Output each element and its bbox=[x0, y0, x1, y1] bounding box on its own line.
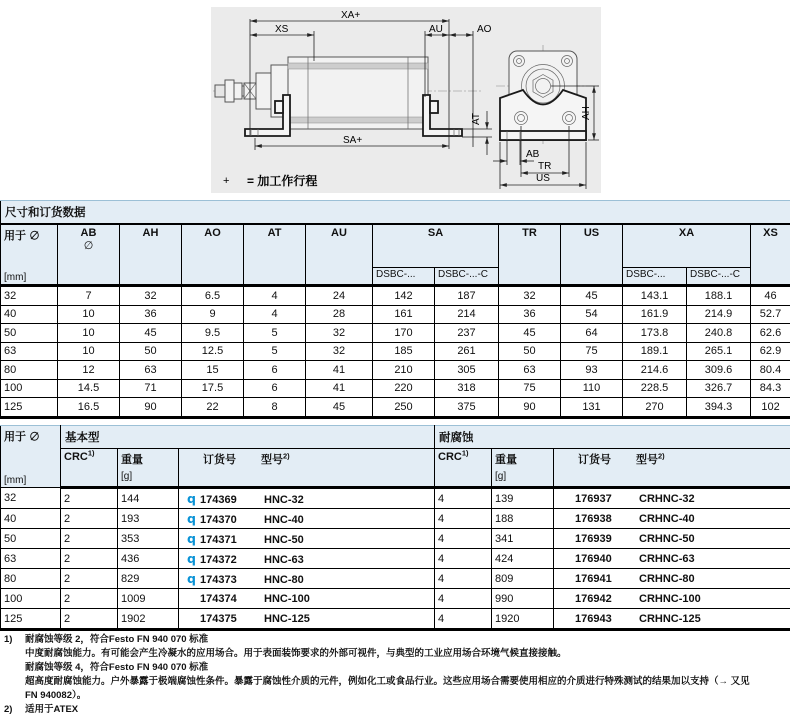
col-header-tr: TR bbox=[499, 224, 561, 286]
col-header-ab: AB ∅ bbox=[58, 224, 120, 286]
cell-crc: 2 bbox=[61, 569, 118, 589]
table-row: 63 10 50 12.5 5 32 185 261 50 75 189.1 265.1 62.9 bbox=[1, 342, 790, 361]
cell-order-model bbox=[179, 509, 435, 529]
table-row: 40 10 36 9 4 28 161 214 36 54 161.9 214.9 52.7 bbox=[1, 305, 790, 324]
order-number: 174373 bbox=[200, 574, 237, 586]
unit-mm: [mm] bbox=[4, 272, 27, 283]
cell-weight: 139 bbox=[492, 488, 554, 509]
cell-weight: 188 bbox=[492, 509, 554, 529]
table-row: 100 14.5 71 17.5 6 41 220 318 75 110 228.5 326.7 84.3 bbox=[1, 379, 790, 398]
core-range-icon[interactable]: q bbox=[187, 551, 196, 566]
cell-weight: 809 bbox=[492, 569, 554, 589]
cell-order-model bbox=[554, 509, 790, 529]
order-number: 176942 bbox=[575, 592, 612, 605]
cell-crc: 2 bbox=[61, 529, 118, 549]
cell-size: 125 bbox=[1, 398, 58, 418]
cell-order-model bbox=[554, 549, 790, 569]
foot-bracket-right bbox=[423, 95, 462, 136]
table-row bbox=[1, 549, 790, 569]
col-header-crc: CRC$^{1)}$ bbox=[61, 449, 118, 488]
cell-size: 50 bbox=[1, 324, 58, 343]
col-header-order-model: 订货号 型号$^{2)}$ bbox=[179, 449, 435, 488]
col-header-us: US bbox=[561, 224, 623, 286]
cell-order-model bbox=[554, 569, 790, 589]
subcol-sa-dsbc: DSBC-... bbox=[373, 268, 435, 286]
cell-weight: 1009 bbox=[118, 589, 179, 609]
group-header-basic: 基本型 bbox=[61, 426, 435, 449]
cell-size: 40 bbox=[1, 509, 61, 529]
col-header-order-model: 订货号 型号$^{2)}$ bbox=[554, 449, 790, 488]
core-range-icon[interactable]: q bbox=[187, 531, 196, 546]
cell-order-model bbox=[179, 589, 435, 609]
subcol-xa-dsbc-c: DSBC-...-C bbox=[687, 268, 751, 286]
dimensions-table-body bbox=[1, 286, 790, 418]
cell-weight: 341 bbox=[492, 529, 554, 549]
model-code: HNC-100 bbox=[264, 592, 310, 605]
footnote-1-line: 耐腐蚀等级 2，符合Festo FN 940 070 标准 bbox=[25, 634, 209, 645]
cell-size: 100 bbox=[1, 379, 58, 398]
model-code: HNC-50 bbox=[264, 534, 304, 546]
cell-weight: 1902 bbox=[118, 609, 179, 630]
cell-weight: 990 bbox=[492, 589, 554, 609]
cell-order-model bbox=[554, 488, 790, 509]
model-code: HNC-40 bbox=[264, 514, 304, 526]
footnote-1-line: 耐腐蚀等级 4，符合Festo FN 940 070 标准 bbox=[25, 662, 209, 673]
col-header-for-diameter: 用于 ∅ [mm] bbox=[1, 426, 61, 488]
cell-crc: 2 bbox=[61, 509, 118, 529]
dim-label-xa: XA+ bbox=[341, 10, 361, 21]
cell-weight: 829 bbox=[118, 569, 179, 589]
order-number: 174372 bbox=[200, 554, 237, 566]
model-code: CRHNC-100 bbox=[639, 592, 701, 605]
col-header-weight: 重量 [g] bbox=[492, 449, 554, 488]
col-header-xa: XA bbox=[623, 224, 751, 268]
order-number: 174374 bbox=[200, 592, 237, 605]
cell-order-model bbox=[179, 549, 435, 569]
table-row: 80 12 63 15 6 41 210 305 63 93 214.6 309.6 80.4 bbox=[1, 361, 790, 380]
model-code: CRHNC-50 bbox=[639, 532, 695, 545]
cell-weight: 1920 bbox=[492, 609, 554, 630]
cell-crc: 4 bbox=[435, 488, 492, 509]
model-code: CRHNC-125 bbox=[639, 612, 701, 625]
order-number: 176938 bbox=[575, 512, 612, 525]
cell-weight: 193 bbox=[118, 509, 179, 529]
cell-order-model bbox=[554, 609, 790, 630]
order-number: 174371 bbox=[200, 534, 237, 546]
order-number: 176940 bbox=[575, 552, 612, 565]
col-header-au: AU bbox=[306, 224, 373, 286]
dim-label-ab: AB bbox=[526, 149, 540, 160]
dim-label-sa: SA+ bbox=[343, 135, 363, 146]
cell-crc: 4 bbox=[435, 569, 492, 589]
unit-mm: [mm] bbox=[4, 475, 27, 486]
technical-drawing-panel bbox=[211, 7, 601, 193]
model-code: HNC-125 bbox=[264, 612, 310, 625]
cell-size: 100 bbox=[1, 589, 61, 609]
table-row: 50 10 45 9.5 5 32 170 237 45 64 173.8 240.8 62.6 bbox=[1, 324, 790, 343]
core-range-icon[interactable]: q bbox=[187, 571, 196, 586]
dim-label-ah: AH bbox=[581, 106, 592, 120]
order-number: 176937 bbox=[575, 492, 612, 505]
cell-order-model bbox=[179, 609, 435, 630]
dim-label-au: AU bbox=[429, 24, 443, 35]
footnote-2-text: 适用于ATEX bbox=[25, 704, 79, 715]
model-code: CRHNC-80 bbox=[639, 572, 695, 585]
table-row: 125 16.5 90 22 8 45 250 375 90 131 270 394.3 102 bbox=[1, 398, 790, 418]
cell-order-model bbox=[179, 569, 435, 589]
dim-label-ao: AO bbox=[477, 24, 492, 35]
model-code: CRHNC-32 bbox=[639, 492, 695, 505]
dim-label-at: AT bbox=[471, 112, 482, 125]
cell-size: 40 bbox=[1, 305, 58, 324]
footnote-1-line: 超高度耐腐蚀能力。户外暴露于极端腐蚀性条件。暴露于腐蚀性介质的元件，例如化工或食品行业。这些应用场合需要使用相应的介质进行特殊测试的结果加以支持（→ 又见 bbox=[25, 676, 750, 687]
group-header-corrosion-resistant: 耐腐蚀 bbox=[435, 426, 790, 449]
subcol-sa-dsbc-c: DSBC-...-C bbox=[435, 268, 499, 286]
dim-label-tr: TR bbox=[538, 161, 552, 172]
dim-label-xs: XS bbox=[275, 24, 289, 35]
cell-size: 80 bbox=[1, 361, 58, 380]
cell-crc: 2 bbox=[61, 609, 118, 630]
model-code: HNC-63 bbox=[264, 554, 304, 566]
footnote-2 bbox=[0, 703, 786, 717]
cell-size: 32 bbox=[1, 488, 61, 509]
core-range-icon[interactable]: q bbox=[187, 491, 196, 506]
col-header-for-diameter: 用于 ∅ [mm] bbox=[1, 224, 58, 286]
order-number: 176943 bbox=[575, 612, 612, 625]
cell-weight: 144 bbox=[118, 488, 179, 509]
order-number: 174369 bbox=[200, 494, 237, 506]
col-header-at: AT bbox=[244, 224, 306, 286]
cell-weight: 424 bbox=[492, 549, 554, 569]
cell-crc: 2 bbox=[61, 488, 118, 509]
cell-order-model bbox=[179, 488, 435, 509]
footnote-2-marker: 2) bbox=[4, 704, 13, 715]
footnotes bbox=[0, 633, 786, 717]
order-number: 176941 bbox=[575, 572, 612, 585]
order-number: 174370 bbox=[200, 514, 237, 526]
col-header-xs: XS bbox=[751, 224, 790, 286]
cell-crc: 4 bbox=[435, 509, 492, 529]
cell-size: 63 bbox=[1, 549, 61, 569]
ordering-table bbox=[0, 425, 790, 631]
table-row bbox=[1, 529, 790, 549]
footnote-1-line: 中度耐腐蚀能力。有可能会产生冷凝水的应用场合。用于表面装饰要求的外部可视件，与典型的工业应用场合环境气候直接接触。 bbox=[25, 648, 567, 659]
cell-order-model bbox=[554, 529, 790, 549]
core-range-icon[interactable]: q bbox=[187, 511, 196, 526]
footnote-1-line: FN 940082）。 bbox=[25, 690, 87, 701]
order-number: 174375 bbox=[200, 612, 237, 625]
model-code: HNC-80 bbox=[264, 574, 304, 586]
subcol-xa-dsbc: DSBC-... bbox=[623, 268, 687, 286]
table-row bbox=[1, 488, 790, 509]
dim-label-us: US bbox=[536, 173, 550, 184]
table-row bbox=[1, 569, 790, 589]
footnote-1 bbox=[0, 633, 786, 703]
col-header-sa: SA bbox=[373, 224, 499, 268]
cell-weight: 436 bbox=[118, 549, 179, 569]
cell-size: 63 bbox=[1, 342, 58, 361]
col-header-weight: 重量 [g] bbox=[118, 449, 179, 488]
order-number: 176939 bbox=[575, 532, 612, 545]
model-code: CRHNC-40 bbox=[639, 512, 695, 525]
cell-crc: 4 bbox=[435, 529, 492, 549]
col-header-ao: AO bbox=[182, 224, 244, 286]
table-row: 32 7 32 6.5 4 24 142 187 32 45 143.1 188.1 46 bbox=[1, 286, 790, 306]
table-row bbox=[1, 609, 790, 630]
cell-crc: 2 bbox=[61, 589, 118, 609]
cell-order-model bbox=[554, 589, 790, 609]
model-code: HNC-32 bbox=[264, 494, 304, 506]
cell-crc: 4 bbox=[435, 609, 492, 630]
technical-drawing bbox=[211, 7, 601, 193]
cell-order-model bbox=[179, 529, 435, 549]
legend-text: = 加工作行程 bbox=[247, 174, 318, 188]
cell-crc: 2 bbox=[61, 549, 118, 569]
dimensions-table-title: 尺寸和订货数据 bbox=[1, 201, 790, 225]
cell-size: 50 bbox=[1, 529, 61, 549]
footnote-1-marker: 1) bbox=[4, 634, 13, 645]
col-header-crc: CRC$^{1)}$ bbox=[435, 449, 492, 488]
cell-crc: 4 bbox=[435, 549, 492, 569]
ordering-table-body bbox=[1, 488, 790, 630]
legend-plus-symbol: + bbox=[223, 175, 230, 187]
cell-size: 125 bbox=[1, 609, 61, 630]
cell-weight: 353 bbox=[118, 529, 179, 549]
cell-size: 80 bbox=[1, 569, 61, 589]
cell-crc: 4 bbox=[435, 589, 492, 609]
table-row bbox=[1, 509, 790, 529]
model-code: CRHNC-63 bbox=[639, 552, 695, 565]
col-header-ah: AH bbox=[120, 224, 182, 286]
dimensions-table bbox=[0, 200, 790, 419]
cell-size: 32 bbox=[1, 286, 58, 306]
table-row bbox=[1, 589, 790, 609]
